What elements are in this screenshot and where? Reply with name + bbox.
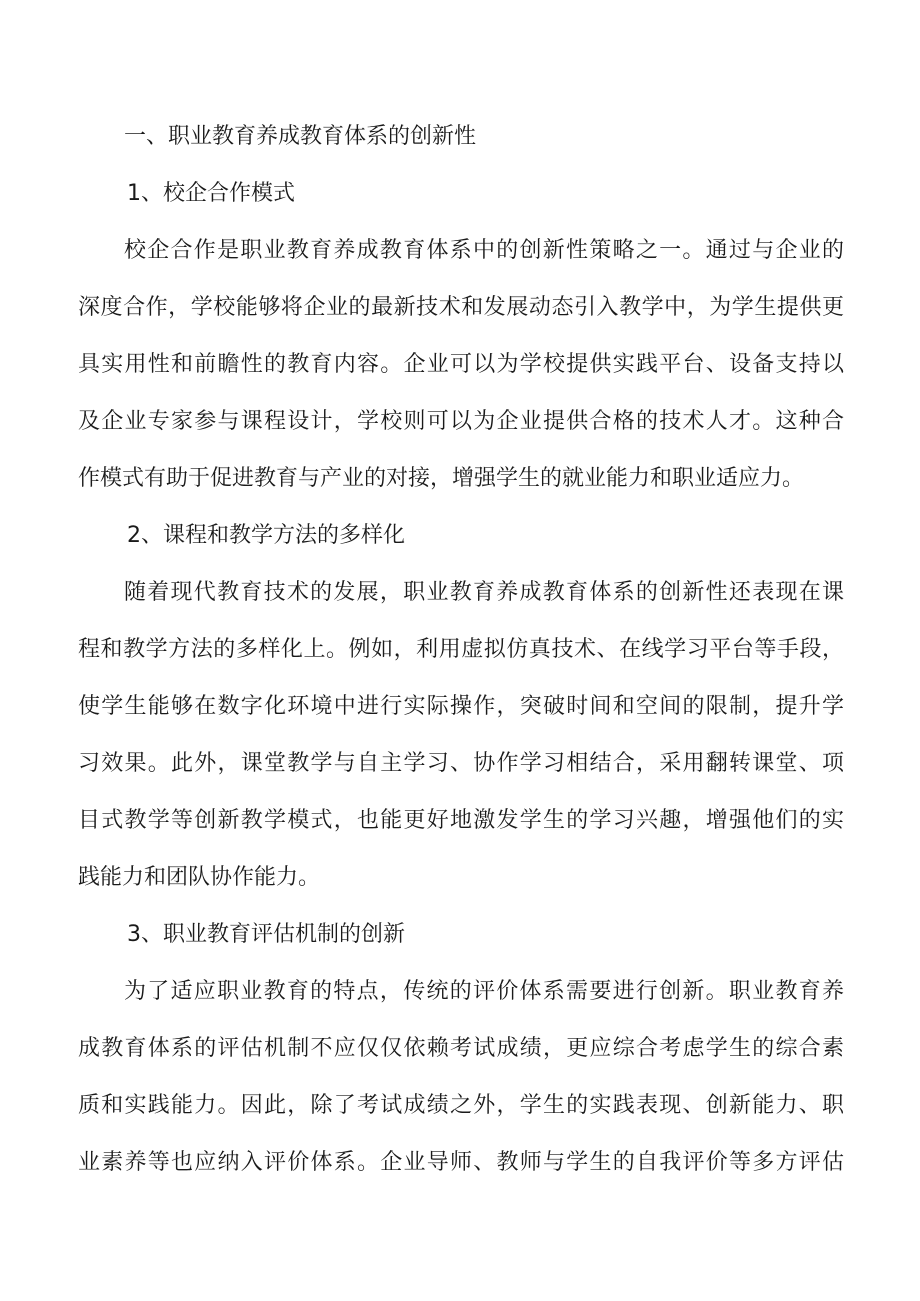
paragraph-line: 目式教学等创新教学模式，也能更好地激发学生的学习兴趣，增强他们的实	[78, 808, 844, 833]
paragraph-line: 程和教学方法的多样化上。例如，利用虚拟仿真技术、在线学习平台等手段，	[78, 637, 844, 662]
paragraph-line: 随着现代教育技术的发展，职业教育养成教育体系的创新性还表现在课	[124, 580, 844, 605]
paragraph-2	[78, 564, 844, 906]
subsection-title-2: 2、课程和教学方法的多样化	[127, 523, 405, 548]
paragraph-line: 及企业专家参与课程设计，学校则可以为企业提供合格的技术人才。这种合	[78, 409, 844, 434]
paragraph-line: 具实用性和前瞻性的教育内容。企业可以为学校提供实践平台、设备支持以	[78, 352, 844, 377]
section-heading: 一、职业教育养成教育体系的创新性	[124, 124, 477, 149]
paragraph-line: 成教育体系的评估机制不应仅仅依赖考试成绩，更应综合考虑学生的综合素	[78, 1036, 844, 1061]
subsection-title-3: 3、职业教育评估机制的创新	[127, 922, 405, 947]
paragraph-line: 校企合作是职业教育养成教育体系中的创新性策略之一。通过与企业的	[124, 238, 844, 263]
paragraph-line: 为了适应职业教育的特点，传统的评价体系需要进行创新。职业教育养	[124, 979, 844, 1004]
paragraph-1	[78, 222, 844, 507]
document-body	[78, 108, 844, 1191]
paragraph-3	[78, 963, 844, 1191]
paragraph-line: 业素养等也应纳入评价体系。企业导师、教师与学生的自我评价等多方评估	[78, 1150, 844, 1175]
paragraph-line: 质和实践能力。因此，除了考试成绩之外，学生的实践表现、创新能力、职	[78, 1093, 844, 1118]
subsection-title-1: 1、校企合作模式	[127, 181, 295, 206]
paragraph-line: 作模式有助于促进教育与产业的对接，增强学生的就业能力和职业适应力。	[78, 466, 805, 491]
paragraph-line: 习效果。此外，课堂教学与自主学习、协作学习相结合，采用翻转课堂、项	[78, 751, 844, 776]
paragraph-line: 深度合作，学校能够将企业的最新技术和发展动态引入教学中，为学生提供更	[78, 295, 844, 320]
paragraph-line: 使学生能够在数字化环境中进行实际操作，突破时间和空间的限制，提升学	[78, 694, 844, 719]
paragraph-line: 践能力和团队协作能力。	[78, 865, 321, 890]
